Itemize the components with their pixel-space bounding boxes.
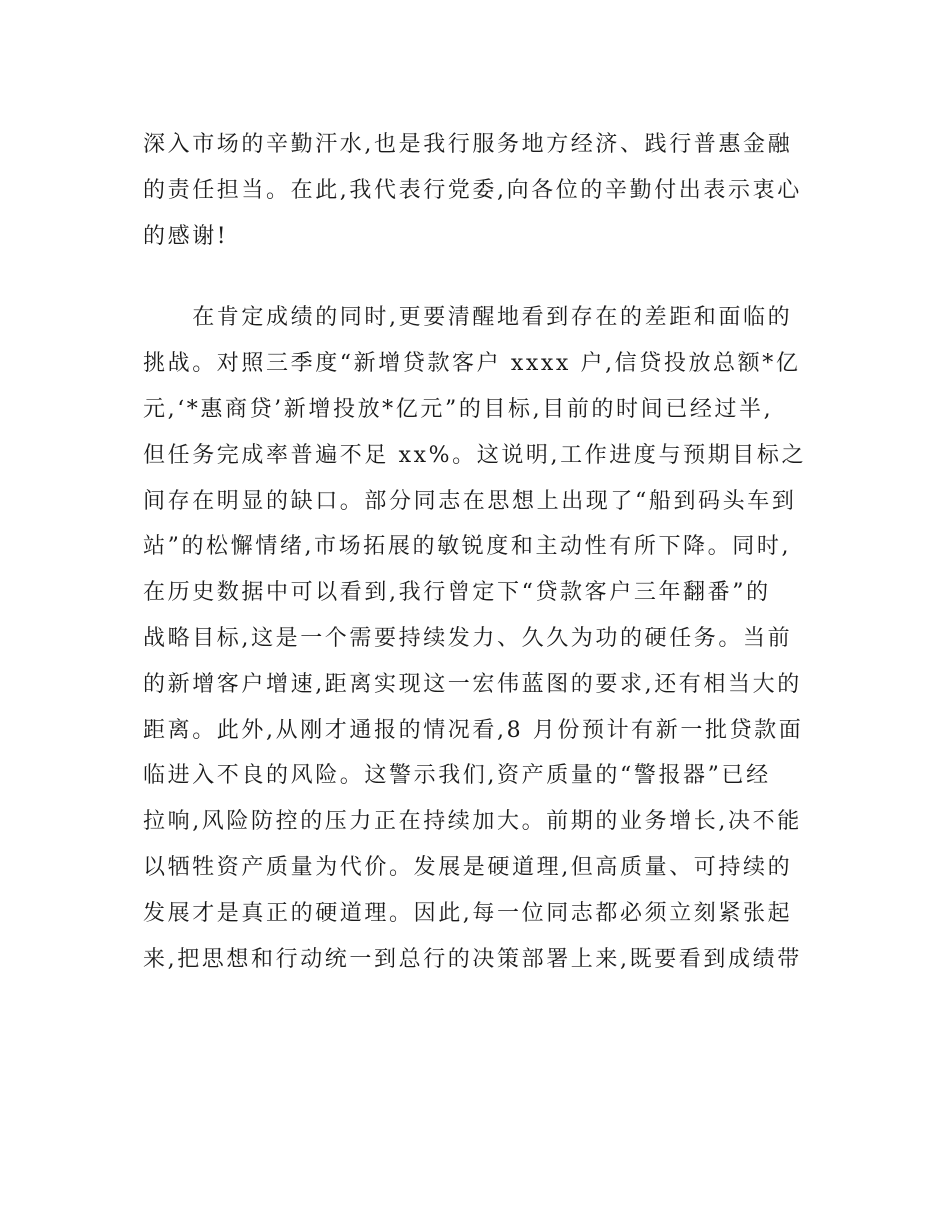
- text-line: 距离。此外,从刚才通报的情况看,8 月份预计有新一批贷款面: [143, 717, 804, 743]
- text-line: 间存在明显的缺口。部分同志在思想上出现了“船到码头车到: [143, 488, 797, 514]
- text-line: 的新增客户增速,距离实现这一宏伟蓝图的要求,还有相当大的: [143, 671, 802, 697]
- text-line: 临进入不良的风险。这警示我们,资产质量的“警报器”已经: [143, 763, 771, 789]
- text-line: 深入市场的辛勤汗水,也是我行服务地方经济、践行普惠金融: [143, 132, 793, 157]
- text-line: 但任务完成率普遍不足 xx%。这说明,工作进度与预期目标之: [143, 442, 807, 468]
- text-line: 在肯定成绩的同时,更要清醒地看到存在的差距和面临的: [143, 305, 793, 331]
- text-line: 在历史数据中可以看到,我行曾定下“贷款客户三年翻番”的: [143, 580, 771, 606]
- text-line: 的感谢!: [143, 223, 229, 249]
- text-line: 以牺牲资产质量为代价。发展是硬道理,但高质量、可持续的: [143, 854, 793, 880]
- text-line: 拉响,风险防控的压力正在持续加大。前期的业务增长,决不能: [143, 809, 802, 835]
- text-line: [143, 982, 823, 1028]
- text-line: 来,把思想和行动统一到总行的决策部署上来,既要看到成绩带: [143, 946, 802, 972]
- text-line: 挑战。对照三季度“新增贷款客户 xxxx 户,信贷投放总额*亿: [143, 351, 801, 377]
- text-line: 站”的松懈情绪,市场拓展的敏锐度和主动性有所下降。同时,: [143, 534, 792, 560]
- paragraph-1: [143, 122, 823, 259]
- text-line: 元,‘*惠商贷’新增投放*亿元”的目标,目前的时间已经过半,: [143, 396, 774, 422]
- text-line: 的责任担当。在此,我代表行党委,向各位的辛勤付出表示衷心: [143, 177, 802, 203]
- paragraph-spacer: [143, 259, 823, 295]
- document-body: [143, 122, 823, 1028]
- text-line: 战略目标,这是一个需要持续发力、久久为功的硬任务。当前: [143, 625, 793, 651]
- text-line: 发展才是真正的硬道理。因此,每一位同志都必须立刻紧张起: [143, 900, 793, 926]
- paragraph-2: [143, 295, 823, 1028]
